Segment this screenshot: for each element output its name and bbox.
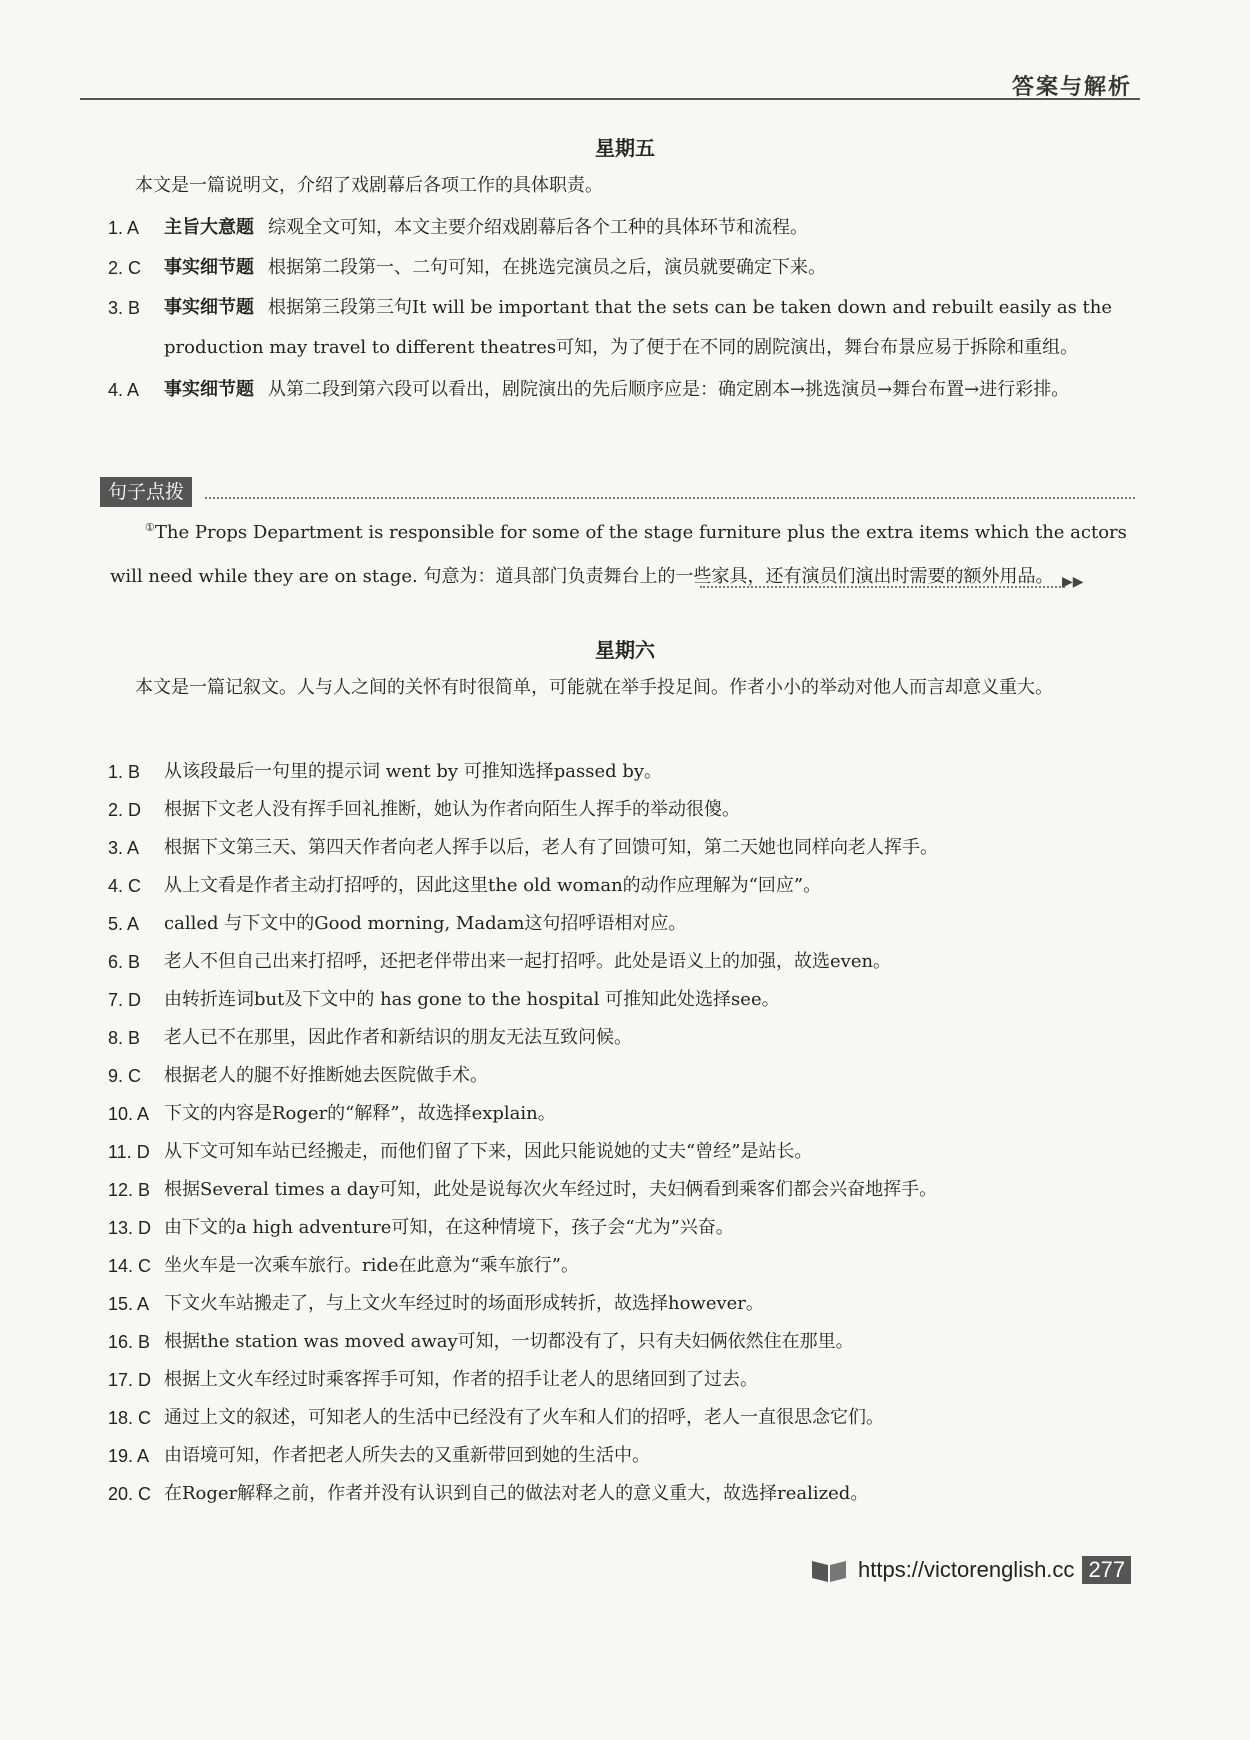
tip-divider (205, 497, 1135, 499)
page-footer (810, 1556, 1131, 1584)
item-text: 根据the station was moved away可知，一切都没有了，只有夫妇俩依然住在那里。 (164, 1331, 854, 1352)
friday-item-1 (108, 208, 1138, 248)
question-type: 事实细节题 (164, 379, 254, 400)
item-text: 根据第二段第一、二句可知，在挑选完演员之后，演员就要确定下来。 (268, 257, 826, 278)
list-item (108, 1322, 1138, 1362)
tip-body: The Props Department is responsible for some of the stage furniture plus the extra items which the actors will need while they are on stage. 句意为：道具部门负责舞台上的一些家具，还有演员们演出时需要的额外用品。 (110, 522, 1127, 587)
item-text: 综观全文可知，本文主要介绍戏剧幕后各个工种的具体环节和流程。 (268, 217, 808, 238)
item-text: 根据下文老人没有挥手回礼推断，她认为作者向陌生人挥手的举动很傻。 (164, 799, 740, 820)
item-number: 6. B (108, 952, 141, 972)
list-item (108, 1132, 1138, 1172)
list-item (108, 790, 1138, 830)
item-number: 1. B (108, 762, 141, 782)
item-number: 17. D (108, 1370, 152, 1390)
item-text: 坐火车是一次乘车旅行。ride在此意为“乘车旅行”。 (164, 1255, 579, 1276)
item-text: 下文的内容是Roger的“解释”，故选择explain。 (164, 1103, 556, 1124)
item-text: 根据老人的腿不好推断她去医院做手术。 (164, 1065, 488, 1086)
item-text: 下文火车站搬走了，与上文火车经过时的场面形成转折，故选择however。 (164, 1293, 764, 1314)
double-arrow-icon: ▶▶ (1062, 574, 1084, 590)
question-type: 事实细节题 (164, 257, 254, 278)
item-number: 12. B (108, 1180, 151, 1200)
item-text: 从该段最后一句里的提示词 went by 可推知选择passed by。 (164, 761, 663, 782)
item-number: 4. A (108, 380, 140, 400)
item-number: 16. B (108, 1332, 151, 1352)
item-number: 2. D (108, 800, 142, 820)
friday-item-3 (108, 288, 1138, 368)
list-item (108, 904, 1138, 944)
list-item (108, 1360, 1138, 1400)
item-text: 通过上文的叙述，可知老人的生活中已经没有了火车和人们的招呼，老人一直很思念它们。 (164, 1407, 884, 1428)
list-item (108, 1474, 1138, 1514)
list-item (108, 1170, 1138, 1210)
item-number: 1. A (108, 218, 140, 238)
book-icon (810, 1557, 848, 1583)
item-number: 19. A (108, 1446, 150, 1466)
header-rule (80, 98, 1140, 100)
item-number: 15. A (108, 1294, 150, 1314)
tip-end-divider (700, 586, 1065, 588)
item-text: 老人不但自己出来打招呼，还把老伴带出来一起打招呼。此处是语义上的加强，故选even。 (164, 951, 892, 972)
friday-item-2 (108, 248, 1138, 288)
item-text: 从下文可知车站已经搬走，而他们留了下来，因此只能说她的丈夫“曾经”是站长。 (164, 1141, 813, 1162)
item-text: 由语境可知，作者把老人所失去的又重新带回到她的生活中。 (164, 1445, 650, 1466)
item-text: called 与下文中的Good morning, Madam这句招呼语相对应。 (164, 913, 687, 934)
saturday-title: 星期六 (595, 638, 655, 662)
list-item (108, 752, 1138, 792)
list-item (108, 1398, 1138, 1438)
item-text: 根据上文火车经过时乘客挥手可知，作者的招手让老人的思绪回到了过去。 (164, 1369, 758, 1390)
friday-item-4 (108, 370, 1138, 410)
item-number: 2. C (108, 258, 142, 278)
item-number: 10. A (108, 1104, 150, 1124)
item-number: 3. B (108, 298, 141, 318)
item-number: 20. C (108, 1484, 152, 1504)
list-item (108, 1094, 1138, 1134)
question-type: 主旨大意题 (164, 217, 254, 238)
list-item (108, 980, 1138, 1020)
friday-title: 星期五 (595, 136, 655, 160)
list-item (108, 1246, 1138, 1286)
item-text: 根据第三段第三句It will be important that the sets can be taken down and rebuilt easily as the production may travel to different theatres可知，为了便于在不同的剧院演出，舞台布景应易于拆除和重组。 (164, 297, 1113, 358)
item-number: 5. A (108, 914, 140, 934)
list-item (108, 942, 1138, 982)
page-number: 277 (1082, 1556, 1131, 1584)
item-text: 由转折连词but及下文中的 has gone to the hospital 可推知此处选择see。 (164, 989, 780, 1010)
item-text: 根据下文第三天、第四天作者向老人挥手以后，老人有了回馈可知，第二天她也同样向老人挥手。 (164, 837, 938, 858)
item-number: 11. D (108, 1142, 150, 1162)
item-text: 在Roger解释之前，作者并没有认识到自己的做法对老人的意义重大，故选择realized。 (164, 1483, 869, 1504)
header-title: 答案与解析 (1011, 75, 1132, 100)
list-item (108, 1284, 1138, 1324)
friday-intro: 本文是一篇说明文，介绍了戏剧幕后各项工作的具体职责。 (135, 175, 603, 196)
item-number: 8. B (108, 1028, 141, 1048)
item-text: 老人已不在那里，因此作者和新结识的朋友无法互致问候。 (164, 1027, 632, 1048)
tip-marker: ① (145, 521, 155, 534)
item-number: 3. A (108, 838, 140, 858)
item-text: 根据Several times a day可知，此处是说每次火车经过时，夫妇俩看到乘客们都会兴奋地挥手。 (164, 1179, 938, 1200)
item-text: 从第二段到第六段可以看出，剧院演出的先后顺序应是：确定剧本→挑选演员→舞台布置→进行彩排。 (268, 379, 1070, 400)
list-item (108, 828, 1138, 868)
item-number: 4. C (108, 876, 142, 896)
list-item (108, 866, 1138, 906)
item-number: 7. D (108, 990, 142, 1010)
item-number: 9. C (108, 1066, 142, 1086)
item-text: 由下文的a high adventure可知，在这种情境下，孩子会“尤为”兴奋。 (164, 1217, 734, 1238)
footer-url: https://victorenglish.cc (858, 1557, 1075, 1582)
item-number: 14. C (108, 1256, 152, 1276)
list-item (108, 1436, 1138, 1476)
saturday-intro: 本文是一篇记叙文。人与人之间的关怀有时很简单，可能就在举手投足间。作者小小的举动对他人而言却意义重大。 (135, 677, 1053, 698)
item-number: 13. D (108, 1218, 152, 1238)
list-item (108, 1208, 1138, 1248)
sentence-tip-label: 句子点拨 (100, 477, 192, 507)
list-item (108, 1018, 1138, 1058)
list-item (108, 1056, 1138, 1096)
question-type: 事实细节题 (164, 297, 254, 318)
item-text: 从上文看是作者主动打招呼的，因此这里the old woman的动作应理解为“回应”。 (164, 875, 822, 896)
item-number: 18. C (108, 1408, 152, 1428)
